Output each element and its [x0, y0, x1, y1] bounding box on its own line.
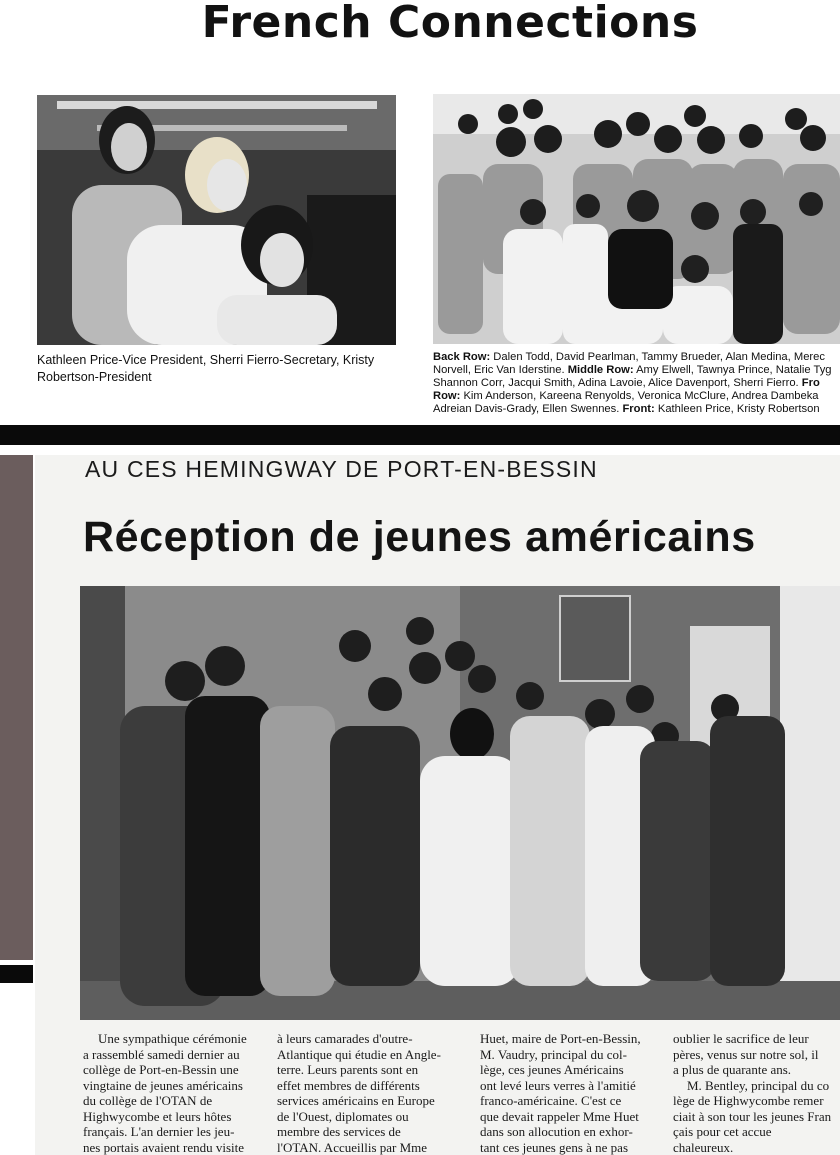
- clipping-headline: Réception de jeunes américains: [83, 513, 756, 561]
- club-caption-line-5: Adreian Davis-Grady, Ellen Swennes. Front: Kathleen Price, Kristy Robertson: [433, 403, 820, 415]
- article-column-2: à leurs camarades d'outre- Atlantique qui étudie en Angle- terre. Leurs parents sont en effet membres de différents services américains en Europe de l'Ouest, diplomates ou membre des services de l'OTAN. Accueillis par Mme: [277, 1031, 441, 1155]
- section-divider: [0, 425, 840, 445]
- article-column-4: oublier le sacrifice de leur pères, venus sur notre sol, il a plus de quarante ans. M. Bentley, principal du co lège de Highwycombe remer ciait à son tour les jeunes Fran çais pour cet accue chaleureux.: [673, 1031, 832, 1155]
- clipping-photo: [80, 586, 840, 1020]
- article-column-3: Huet, maire de Port-en-Bessin, M. Vaudry, principal du col- lège, ces jeunes Américains ont levé leurs verres à l'amitié franco-américaine. C'est ce que devait rappeler Mme Huet dans son allocution en exhor- tant ces jeunes gens à ne pas: [480, 1031, 641, 1155]
- page-title: French Connections: [201, 0, 699, 48]
- club-caption-line-2: Norvell, Eric Van Iderstine. Middle Row: Amy Elwell, Tawnya Prince, Natalie Tyg: [433, 364, 832, 376]
- club-group-photo: [433, 94, 840, 344]
- club-caption-line-1: Back Row: Dalen Todd, David Pearlman, Tammy Brueder, Alan Medina, Merec: [433, 351, 825, 363]
- left-color-bar: [0, 455, 33, 960]
- officers-caption: Kathleen Price-Vice President, Sherri Fierro-Secretary, Kristy Robertson-President: [37, 353, 375, 384]
- article-column-1: Une sympathique cérémonie a rassemblé samedi dernier au collège de Port-en-Bessin une vingtaine de jeunes américains du collège de l'OTAN de Highwycombe et leurs hôtes français. L'an dernier les jeu- nes portais avaient rendu visite: [83, 1031, 247, 1155]
- club-caption-line-3: Shannon Corr, Jacqui Smith, Adina Lavoie, Alice Davenport, Sherri Fierro. Fro: [433, 377, 820, 389]
- clipping-kicker: AU CES HEMINGWAY DE PORT-EN-BESSIN: [85, 456, 598, 482]
- officers-photo: [37, 95, 396, 345]
- left-black-block: [0, 965, 33, 983]
- club-caption-line-4: Row: Kim Anderson, Kareena Renyolds, Veronica McClure, Andrea Dambeka: [433, 390, 819, 402]
